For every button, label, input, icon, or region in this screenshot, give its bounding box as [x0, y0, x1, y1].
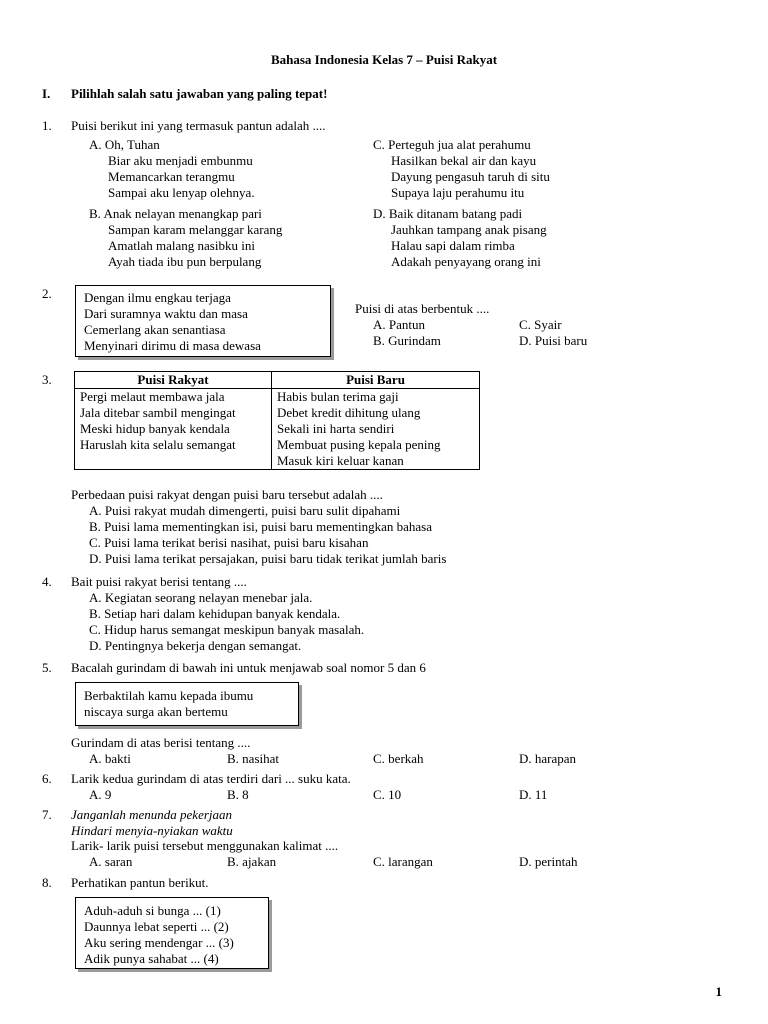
- q8-pantun-box: [75, 897, 269, 969]
- q1-b-line: B. Anak nelayan menangkap pari: [89, 206, 262, 221]
- q6-number: 6.: [42, 771, 52, 786]
- q3-option-c[interactable]: C. Puisi lama terikat berisi nasihat, puisi baru kisahan: [89, 535, 369, 550]
- table-row: [75, 389, 480, 470]
- q2-poem-line: Dengan ilmu engkau terjaga: [84, 290, 231, 305]
- q8-poem-line: Daunnya lebat seperti ... (2): [84, 919, 229, 934]
- q2-poem-line: Dari suramnya waktu dan masa: [84, 306, 248, 321]
- q6-option-a[interactable]: A. 9: [89, 787, 112, 802]
- q3-number: 3.: [42, 372, 52, 387]
- table-cell-line: Pergi melaut membawa jala: [80, 389, 225, 404]
- table-cell-line: Masuk kiri keluar kanan: [277, 453, 404, 468]
- table-header: Puisi Rakyat: [75, 372, 272, 389]
- q1-d-line: Adakah penyayang orang ini: [391, 254, 541, 269]
- q5-option-a[interactable]: A. bakti: [89, 751, 131, 766]
- q5-gurindam-box: [75, 682, 299, 726]
- table-cell-line: Habis bulan terima gaji: [277, 389, 399, 404]
- q1-a-line: Biar aku menjadi embunmu: [108, 153, 253, 168]
- q1-c-line: Hasilkan bekal air dan kayu: [391, 153, 537, 168]
- table-cell-line: Meski hidup banyak kendala: [80, 421, 230, 436]
- table-cell-line: Jala ditebar sambil mengingat: [80, 405, 236, 420]
- table-cell: [272, 389, 480, 470]
- q2-poem-box: [75, 285, 331, 357]
- q1-c-line: Dayung pengasuh taruh di situ: [391, 169, 550, 184]
- q2-option-a[interactable]: A. Pantun: [373, 317, 425, 332]
- q1-b-line: Amatlah malang nasibku ini: [108, 238, 255, 253]
- table-header-row: [75, 372, 480, 389]
- q5-option-c[interactable]: C. berkah: [373, 751, 424, 766]
- q3-option-d[interactable]: D. Puisi lama terikat persajakan, puisi baru tidak terikat jumlah baris: [89, 551, 447, 566]
- q5-stem2: Gurindam di atas berisi tentang ....: [71, 735, 251, 750]
- q1-stem: Puisi berikut ini yang termasuk pantun adalah ....: [71, 118, 326, 133]
- q7-option-a[interactable]: A. saran: [89, 854, 133, 869]
- q1-a-line: A. Oh, Tuhan: [89, 137, 160, 152]
- q3-comparison-table: [74, 371, 480, 470]
- q1-d-line: D. Baik ditanam batang padi: [373, 206, 523, 221]
- q1-a-line: Sampai aku lenyap olehnya.: [108, 185, 255, 200]
- q1-c-line: C. Perteguh jua alat perahumu: [373, 137, 531, 152]
- q2-stem: Puisi di atas berbentuk ....: [355, 301, 490, 316]
- q7-number: 7.: [42, 807, 52, 822]
- q2-number: 2.: [42, 286, 52, 301]
- q4-option-c[interactable]: C. Hidup harus semangat meskipun banyak masalah.: [89, 622, 365, 637]
- q2-poem-line: Cemerlang akan senantiasa: [84, 322, 226, 337]
- table-cell-line: Haruslah kita selalu semangat: [80, 437, 236, 452]
- q1-d-line: Halau sapi dalam rimba: [391, 238, 515, 253]
- q7-line: Hindari menyia-nyiakan waktu: [71, 823, 233, 838]
- q1-number: 1.: [42, 118, 52, 133]
- q6-option-d[interactable]: D. 11: [519, 787, 548, 802]
- q1-b-line: Ayah tiada ibu pun berpulang: [108, 254, 262, 269]
- q5-poem-line: Berbaktilah kamu kepada ibumu: [84, 688, 254, 703]
- section-heading: Pilihlah salah satu jawaban yang paling tepat!: [71, 86, 328, 101]
- q4-option-a[interactable]: A. Kegiatan seorang nelayan menebar jala.: [89, 590, 313, 605]
- q3-option-a[interactable]: A. Puisi rakyat mudah dimengerti, puisi baru sulit dipahami: [89, 503, 401, 518]
- table-cell: [75, 389, 272, 470]
- q8-poem-line: Aku sering mendengar ... (3): [84, 935, 234, 950]
- q7-line: Janganlah menunda pekerjaan: [71, 807, 233, 822]
- q1-a-line: Memancarkan terangmu: [108, 169, 235, 184]
- q4-option-d[interactable]: D. Pentingnya bekerja dengan semangat.: [89, 638, 302, 653]
- page-title: Bahasa Indonesia Kelas 7 – Puisi Rakyat: [270, 52, 498, 67]
- q2-option-c[interactable]: C. Syair: [519, 317, 562, 332]
- q4-option-b[interactable]: B. Setiap hari dalam kehidupan banyak kendala.: [89, 606, 341, 621]
- section-number: I.: [42, 86, 51, 101]
- q6-stem: Larik kedua gurindam di atas terdiri dari ... suku kata.: [71, 771, 351, 786]
- q5-option-d[interactable]: D. harapan: [519, 751, 577, 766]
- q3-option-b[interactable]: B. Puisi lama mementingkan isi, puisi baru mementingkan bahasa: [89, 519, 432, 534]
- q7-option-c[interactable]: C. larangan: [373, 854, 433, 869]
- q3-stem: Perbedaan puisi rakyat dengan puisi baru tersebut adalah ....: [71, 487, 383, 502]
- q5-option-b[interactable]: B. nasihat: [227, 751, 279, 766]
- page-number: 1: [715, 984, 722, 999]
- q8-poem-line: Aduh-aduh si bunga ... (1): [84, 903, 221, 918]
- q5-stem: Bacalah gurindam di bawah ini untuk menjawab soal nomor 5 dan 6: [71, 660, 426, 675]
- q4-stem: Bait puisi rakyat berisi tentang ....: [71, 574, 247, 589]
- q7-option-b[interactable]: B. ajakan: [227, 854, 277, 869]
- q1-d-line: Jauhkan tampang anak pisang: [391, 222, 547, 237]
- q7-stem: Larik- larik puisi tersebut menggunakan kalimat ....: [71, 838, 339, 853]
- q6-option-c[interactable]: C. 10: [373, 787, 402, 802]
- q1-c-line: Supaya laju perahumu itu: [391, 185, 525, 200]
- q5-poem-line: niscaya surga akan bertemu: [84, 704, 228, 719]
- q1-b-line: Sampan karam melanggar karang: [108, 222, 283, 237]
- q4-number: 4.: [42, 574, 52, 589]
- q8-number: 8.: [42, 875, 52, 890]
- q8-stem: Perhatikan pantun berikut.: [71, 875, 209, 890]
- q8-poem-line: Adik punya sahabat ... (4): [84, 951, 219, 966]
- q6-option-b[interactable]: B. 8: [227, 787, 249, 802]
- table-cell-line: Membuat pusing kepala pening: [277, 437, 441, 452]
- table-header: Puisi Baru: [272, 372, 480, 389]
- table-cell-line: Sekali ini harta sendiri: [277, 421, 395, 436]
- q2-poem-line: Menyinari dirimu di masa dewasa: [84, 338, 261, 353]
- table-cell-line: Debet kredit dihitung ulang: [277, 405, 421, 420]
- q2-option-b[interactable]: B. Gurindam: [373, 333, 441, 348]
- q2-option-d[interactable]: D. Puisi baru: [519, 333, 588, 348]
- q5-number: 5.: [42, 660, 52, 675]
- q7-option-d[interactable]: D. perintah: [519, 854, 578, 869]
